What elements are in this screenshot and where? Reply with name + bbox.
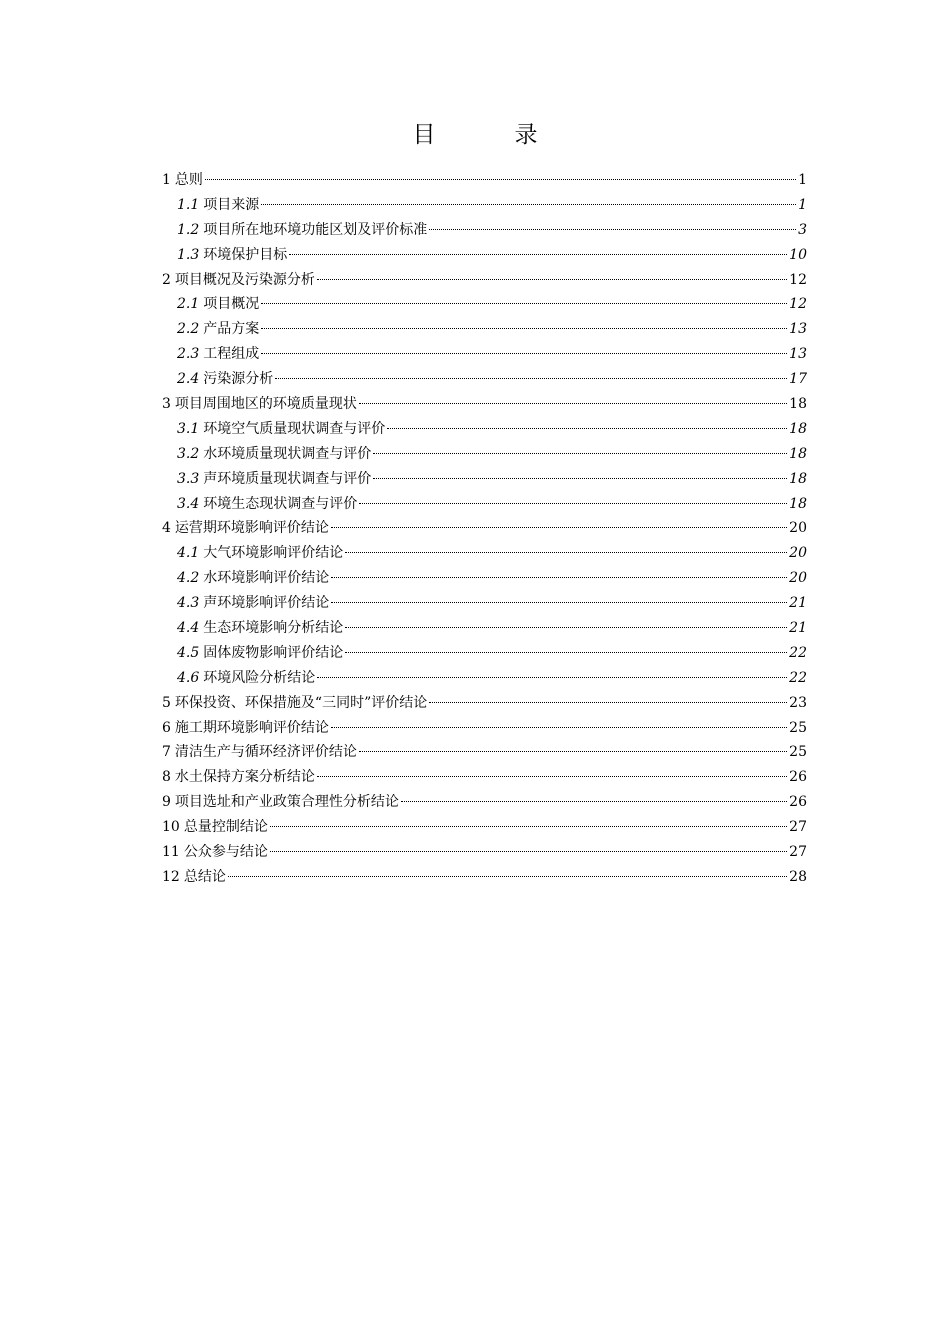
toc-entry-number: 3 — [162, 396, 171, 413]
toc-entry[interactable] — [162, 765, 807, 790]
toc-entry-page-number: 22 — [789, 669, 807, 686]
toc-entry[interactable] — [162, 691, 807, 716]
toc-dot-leader — [261, 303, 787, 304]
toc-dot-leader — [331, 727, 787, 728]
toc-entry[interactable] — [162, 292, 807, 317]
toc-entry-number: 2.1 — [177, 296, 200, 313]
toc-entry[interactable] — [162, 566, 807, 591]
toc-dot-leader — [359, 751, 787, 752]
toc-entry-page-number: 20 — [789, 520, 807, 537]
toc-dot-leader — [401, 801, 787, 802]
toc-dot-leader — [317, 279, 787, 280]
toc-entry-page-number: 18 — [789, 445, 807, 462]
toc-entry[interactable] — [162, 716, 807, 741]
toc-entry[interactable] — [162, 168, 807, 193]
toc-entry-label: 污染源分析 — [203, 371, 274, 388]
toc-entry-page-number: 21 — [789, 620, 807, 637]
toc-entry[interactable] — [162, 591, 807, 616]
toc-entry-page-number: 1 — [798, 172, 807, 188]
toc-entry-label: 产品方案 — [203, 321, 260, 338]
toc-entry-number: 3.3 — [177, 470, 200, 487]
toc-entry[interactable] — [162, 740, 807, 765]
toc-entry-number: 4.3 — [177, 595, 200, 612]
toc-entry[interactable] — [162, 442, 807, 467]
toc-entry-label: 水土保持方案分析结论 — [174, 769, 315, 786]
toc-entry[interactable] — [162, 193, 807, 218]
toc-entry-page-number: 23 — [789, 694, 807, 711]
toc-entry-label: 工程组成 — [203, 346, 260, 363]
toc-entry-label: 总量控制结论 — [183, 819, 268, 836]
toc-dot-leader — [270, 826, 787, 827]
toc-entry-number: 4.5 — [177, 644, 200, 661]
toc-dot-leader — [270, 851, 787, 852]
toc-entry-page-number: 27 — [789, 819, 807, 836]
toc-entry-label: 声环境质量现状调查与评价 — [203, 470, 372, 487]
toc-entry-label: 项目周围地区的环境质量现状 — [174, 396, 357, 413]
toc-entry-page-number: 25 — [789, 719, 807, 736]
toc-entry-page-number: 25 — [789, 744, 807, 761]
toc-entry-number: 2.3 — [177, 346, 200, 363]
toc-entry[interactable] — [162, 541, 807, 566]
toc-entry-number: 3.2 — [177, 445, 200, 462]
toc-entry[interactable] — [162, 417, 807, 442]
toc-dot-leader — [205, 179, 796, 180]
toc-entry-page-number: 3 — [798, 221, 807, 238]
toc-entry[interactable] — [162, 317, 807, 342]
toc-entry-label: 环保投资、环保措施及“三同时”评价结论 — [174, 694, 428, 711]
toc-dot-leader — [331, 602, 787, 603]
toc-dot-leader — [317, 776, 787, 777]
toc-entry-page-number: 28 — [789, 868, 807, 885]
toc-entry-label: 总则 — [174, 172, 203, 188]
toc-entry-label: 水环境质量现状调查与评价 — [203, 445, 372, 462]
toc-entry-number: 1.2 — [177, 221, 200, 238]
toc-entry-page-number: 18 — [789, 495, 807, 512]
toc-dot-leader — [345, 552, 787, 553]
toc-entry-number: 1.3 — [177, 246, 200, 263]
toc-entry-label: 项目选址和产业政策合理性分析结论 — [174, 794, 399, 811]
toc-entry-page-number: 1 — [798, 196, 807, 213]
toc-entry-page-number: 20 — [789, 545, 807, 562]
toc-entry-label: 水环境影响评价结论 — [203, 570, 330, 587]
toc-entry-number: 1 — [162, 172, 171, 188]
toc-entry[interactable] — [162, 467, 807, 492]
toc-entry-page-number: 27 — [789, 844, 807, 861]
toc-entry[interactable] — [162, 392, 807, 417]
toc-dot-leader — [429, 229, 796, 230]
toc-entry-label: 环境空气质量现状调查与评价 — [203, 420, 386, 437]
toc-dot-leader — [331, 527, 787, 528]
toc-entry[interactable] — [162, 268, 807, 293]
toc-entry-label: 运营期环境影响评价结论 — [174, 520, 329, 537]
toc-entry[interactable] — [162, 641, 807, 666]
toc-dot-leader — [228, 876, 787, 877]
toc-dot-leader — [275, 378, 787, 379]
toc-entry-label: 声环境影响评价结论 — [203, 595, 330, 612]
toc-entry-page-number: 12 — [789, 271, 807, 288]
toc-entry-number: 7 — [162, 744, 171, 761]
toc-entry-page-number: 13 — [789, 346, 807, 363]
toc-entry-number: 8 — [162, 769, 171, 786]
toc-entry-number: 2 — [162, 271, 171, 288]
toc-entry-label: 总结论 — [183, 868, 226, 885]
toc-entry-page-number: 18 — [789, 420, 807, 437]
toc-entry-label: 固体废物影响评价结论 — [203, 644, 344, 661]
toc-entry[interactable] — [162, 790, 807, 815]
toc-entry[interactable] — [162, 243, 807, 268]
toc-entry-number: 4.1 — [177, 545, 200, 562]
toc-entry-label: 项目来源 — [203, 196, 260, 213]
toc-dot-leader — [387, 428, 787, 429]
toc-entry-number: 11 — [162, 844, 180, 861]
toc-entry-number: 6 — [162, 719, 171, 736]
toc-entry[interactable] — [162, 218, 807, 243]
toc-entry-label: 生态环境影响分析结论 — [203, 620, 344, 637]
toc-dot-leader — [261, 204, 796, 205]
toc-dot-leader — [359, 503, 787, 504]
toc-entry-page-number: 18 — [789, 470, 807, 487]
toc-entry[interactable] — [162, 666, 807, 691]
toc-entry-label: 项目所在地环境功能区划及评价标准 — [203, 221, 428, 238]
toc-entry-label: 公众参与结论 — [183, 844, 268, 861]
toc-entry-page-number: 21 — [789, 595, 807, 612]
toc-entry-page-number: 17 — [789, 371, 807, 388]
toc-dot-leader — [331, 577, 787, 578]
toc-entry[interactable] — [162, 367, 807, 392]
toc-entry-number: 4 — [162, 520, 171, 537]
toc-entry[interactable] — [162, 840, 807, 865]
toc-entry-number: 5 — [162, 694, 171, 711]
toc-dot-leader — [345, 627, 787, 628]
toc-dot-leader — [373, 478, 787, 479]
toc-dot-leader — [359, 403, 787, 404]
toc-entry-page-number: 10 — [789, 246, 807, 263]
toc-dot-leader — [261, 328, 787, 329]
toc-entry-label: 项目概况及污染源分析 — [174, 271, 315, 288]
toc-entry-number: 3.1 — [177, 420, 200, 437]
toc-entry-label: 施工期环境影响评价结论 — [174, 719, 329, 736]
toc-dot-leader — [261, 353, 787, 354]
toc-dot-leader — [289, 254, 787, 255]
toc-entry-page-number: 20 — [789, 570, 807, 587]
toc-dot-leader — [345, 652, 787, 653]
toc-entry-number: 2.2 — [177, 321, 200, 338]
toc-entry-label: 环境保护目标 — [203, 246, 288, 263]
toc-entry-label: 大气环境影响评价结论 — [203, 545, 344, 562]
toc-entry-page-number: 13 — [789, 321, 807, 338]
toc-entry-page-number: 22 — [789, 644, 807, 661]
toc-entry-page-number: 26 — [789, 769, 807, 786]
toc-entry-label: 环境风险分析结论 — [203, 669, 316, 686]
toc-dot-leader — [373, 453, 787, 454]
toc-entry-number: 4.2 — [177, 570, 200, 587]
toc-entry-page-number: 12 — [789, 296, 807, 313]
toc-entry-number: 4.6 — [177, 669, 200, 686]
toc-entry[interactable] — [162, 342, 807, 367]
toc-entry[interactable] — [162, 815, 807, 840]
table-of-contents — [162, 168, 807, 890]
toc-entry-number: 10 — [162, 819, 180, 836]
toc-entry-label: 清洁生产与循环经济评价结论 — [174, 744, 357, 761]
toc-entry-number: 1.1 — [177, 196, 200, 213]
toc-entry[interactable] — [162, 865, 807, 890]
toc-dot-leader — [317, 677, 787, 678]
toc-entry-label: 项目概况 — [203, 296, 260, 313]
toc-entry[interactable] — [162, 516, 807, 541]
toc-entry-label: 环境生态现状调查与评价 — [203, 495, 358, 512]
toc-entry[interactable] — [162, 492, 807, 517]
toc-entry[interactable] — [162, 616, 807, 641]
toc-entry-number: 3.4 — [177, 495, 200, 512]
toc-dot-leader — [429, 702, 787, 703]
toc-entry-page-number: 26 — [789, 794, 807, 811]
page-title: 目 录 — [412, 122, 566, 148]
toc-entry-page-number: 18 — [789, 396, 807, 413]
toc-entry-number: 9 — [162, 794, 171, 811]
toc-entry-number: 2.4 — [177, 371, 200, 388]
toc-entry-number: 4.4 — [177, 620, 200, 637]
toc-entry-number: 12 — [162, 868, 180, 885]
